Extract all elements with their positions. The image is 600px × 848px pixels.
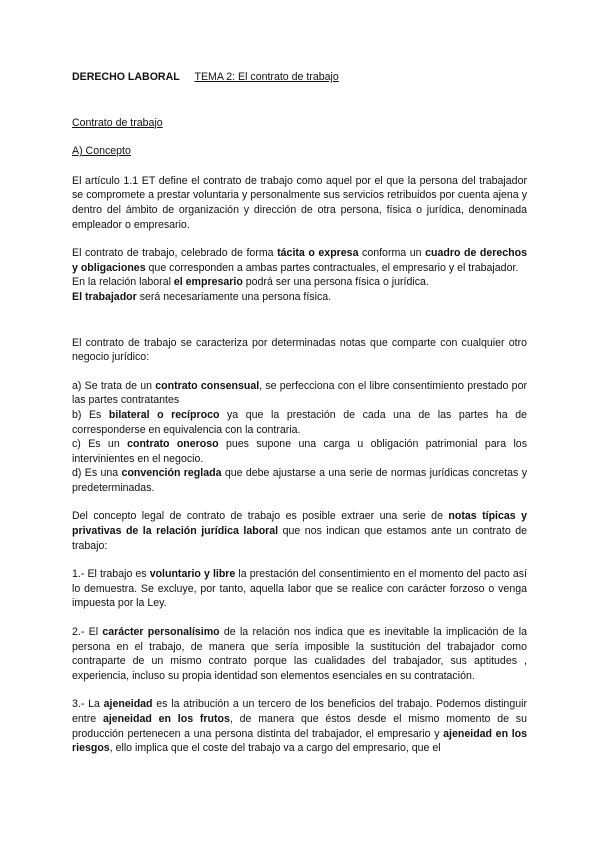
- note-voluntary: 1.- El trabajo es voluntario y libre la prestación del consentimiento en el momento del pacto así lo demuestra. Se excluye, por tanto, aquella labor que se realice con carácter forzoso o venga impuesta por la Ley.: [72, 568, 528, 610]
- section-title: Contrato de trabajo: [72, 116, 163, 129]
- paragraph-typical-notes: Del concepto legal de contrato de trabajo es posible extraer una serie de notas típicas y privativas de la relación jurídica laboral que nos indican que estamos ante un contrato de trabajo:: [72, 510, 528, 552]
- note-ajeneidad: 3.- La ajeneidad es la atribución a un tercero de los beneficios del trabajo. Podemos distinguir entre ajeneidad en los frutos, de manera que éstos desde el mismo momento de su producción pertenecen a una persona distinta del trabajador, el empresario y ajeneidad en los riesgos, ello implica que el coste del trabajo va a cargo del empresario, que el: [72, 698, 527, 755]
- subsection-title: A) Concepto: [72, 145, 131, 158]
- paragraph-form: El contrato de trabajo, celebrado de forma tácita o expresa conforma un cuadro de derechos y obligaciones que corresponden a ambas partes contractuales, el empresario y el trabajador.: [72, 247, 527, 274]
- list-item-c: c) Es un contrato oneroso pues supone una carga u obligación patrimonial para los intervinientes en el negocio.: [72, 438, 527, 465]
- topic-title: TEMA 2: El contrato de trabajo: [194, 71, 339, 83]
- list-item-d: d) Es una convención reglada que debe ajustarse a una serie de normas jurídicas concretas y predeterminadas.: [72, 467, 527, 494]
- subject-title: DERECHO LABORAL: [72, 71, 180, 83]
- paragraph-characteristics: El contrato de trabajo se caracteriza por determinadas notas que comparte con cualquier otro negocio jurídico:: [72, 336, 527, 364]
- document-header: [72, 70, 527, 85]
- list-item-a: a) Se trata de un contrato consensual, se perfecciona con el libre consentimiento prestado por las partes contratantes: [72, 379, 527, 407]
- paragraph-definition: El artículo 1.1 ET define el contrato de trabajo como aquel por el que la persona del trabajador se compromete a prestar voluntaria y personalmente sus servicios retribuidos por cuenta ajena y dentro del ámbito de organización y dirección de otra persona, física o jurídica, denominada empleador o empresario.: [72, 174, 527, 231]
- note-personal: 2.- El carácter personalísimo de la relación nos indica que es inevitable la implicación de la persona en el trabajo, de manera que sería imposible la sustitución del trabajador como contraparte de un mismo contrato porque las cualidades del trabajador, sus aptitudes , experiencia, incluso su propia identidad son elementos esenciales en su contratación.: [72, 626, 527, 682]
- paragraph-worker: El trabajador será necesariamente una persona física.: [72, 290, 332, 303]
- paragraph-employer: En la relación laboral el empresario podrá ser una persona física o jurídica.: [72, 276, 429, 289]
- list-item-b: b) Es bilateral o recíproco ya que la prestación de cada una de las partes ha de corresponderse en equivalencia con la contraria.: [72, 408, 527, 436]
